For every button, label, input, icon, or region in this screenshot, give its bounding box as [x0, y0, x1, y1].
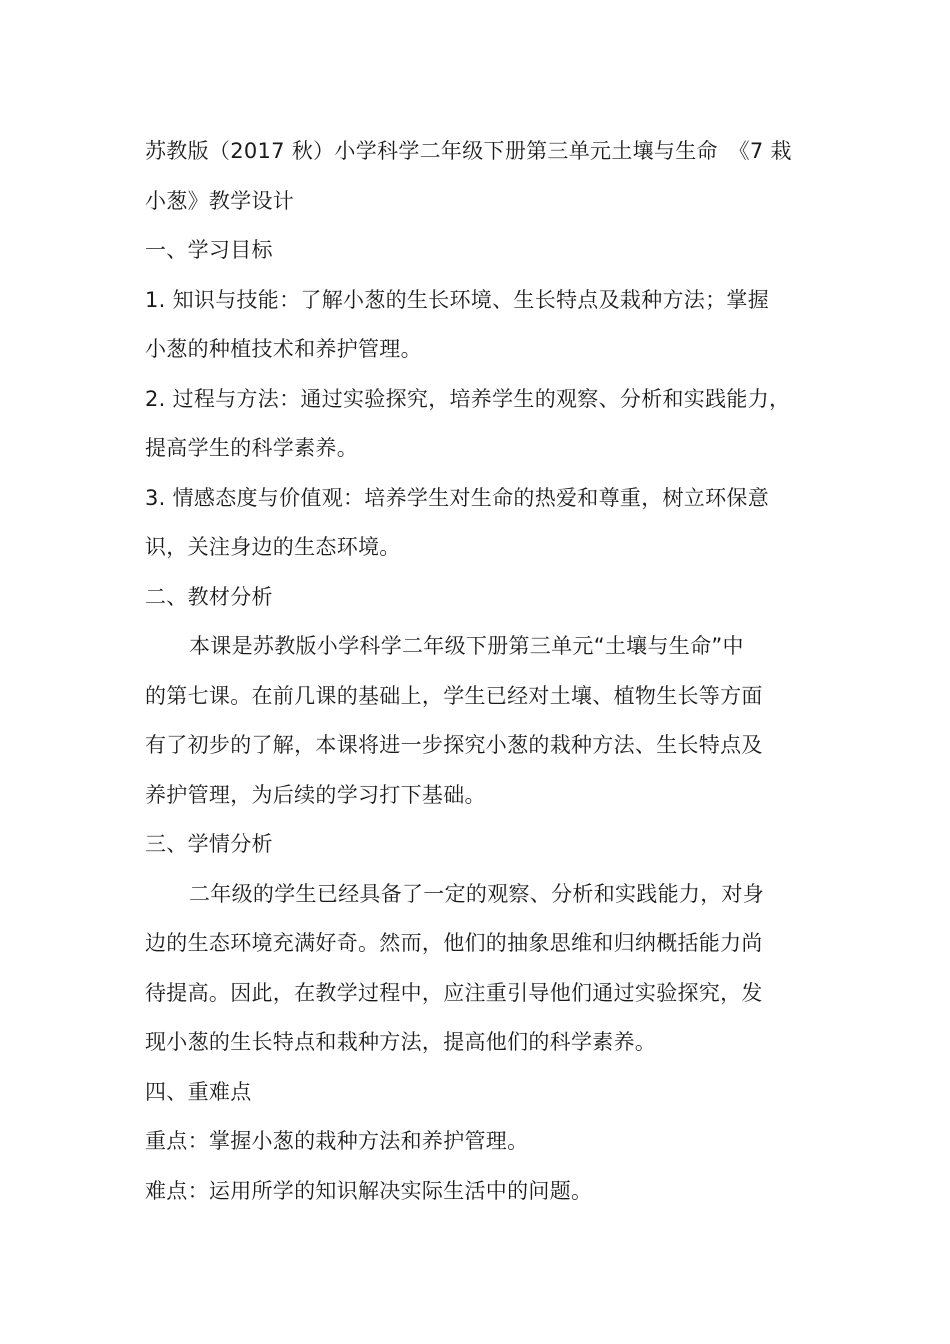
objectives-line-1: 1. 知识与技能：了解小葱的生长环境、生长特点及栽种方法；掌握 — [145, 287, 770, 312]
section-heading-key-points: 四、重难点 — [145, 1079, 252, 1104]
material-analysis-line-1: 本课是苏教版小学科学二年级下册第三单元“土壤与生命”中 — [189, 634, 744, 658]
material-analysis-line-3: 有了初步的了解，本课将进一步探究小葱的栽种方法、生长特点及 — [145, 733, 763, 757]
objectives-line-2: 小葱的种植技术和养护管理。 — [145, 337, 422, 361]
student-analysis-line-1: 二年级的学生已经具备了一定的观察、分析和实践能力，对身 — [189, 881, 765, 906]
document-title-line-1: 苏教版（2017 秋）小学科学二年级下册第三单元土壤与生命 《7 栽 — [145, 139, 792, 163]
student-analysis-line-3: 待提高。因此，在教学过程中，应注重引导他们通过实验探究，发 — [145, 980, 763, 1005]
document-body — [145, 127, 815, 1216]
section-heading-material-analysis: 二、教材分析 — [145, 584, 273, 609]
student-analysis-line-2: 边的生态环境充满好奇。然而，他们的抽象思维和归纳概括能力尚 — [145, 931, 763, 955]
material-analysis-line-4: 养护管理，为后续的学习打下基础。 — [145, 782, 486, 807]
difficulty-line: 难点：运用所学的知识解决实际生活中的问题。 — [145, 1178, 593, 1203]
material-analysis-line-2: 的第七课。在前几课的基础上，学生已经对土壤、植物生长等方面 — [145, 683, 763, 708]
objectives-line-5: 3. 情感态度与价值观：培养学生对生命的热爱和尊重，树立环保意 — [145, 485, 770, 510]
objectives-line-3: 2. 过程与方法：通过实验探究，培养学生的观察、分析和实践能力， — [145, 386, 791, 411]
student-analysis-line-4: 现小葱的生长特点和栽种方法，提高他们的科学素养。 — [145, 1030, 657, 1054]
section-heading-student-analysis: 三、学情分析 — [145, 832, 273, 856]
objectives-line-4: 提高学生的科学素养。 — [145, 436, 358, 460]
objectives-line-6: 识，关注身边的生态环境。 — [145, 535, 401, 559]
document-title-line-2: 小葱》教学设计 — [145, 188, 295, 213]
key-point-line: 重点：掌握小葱的栽种方法和养护管理。 — [145, 1129, 529, 1153]
section-heading-objectives: 一、学习目标 — [145, 238, 273, 262]
